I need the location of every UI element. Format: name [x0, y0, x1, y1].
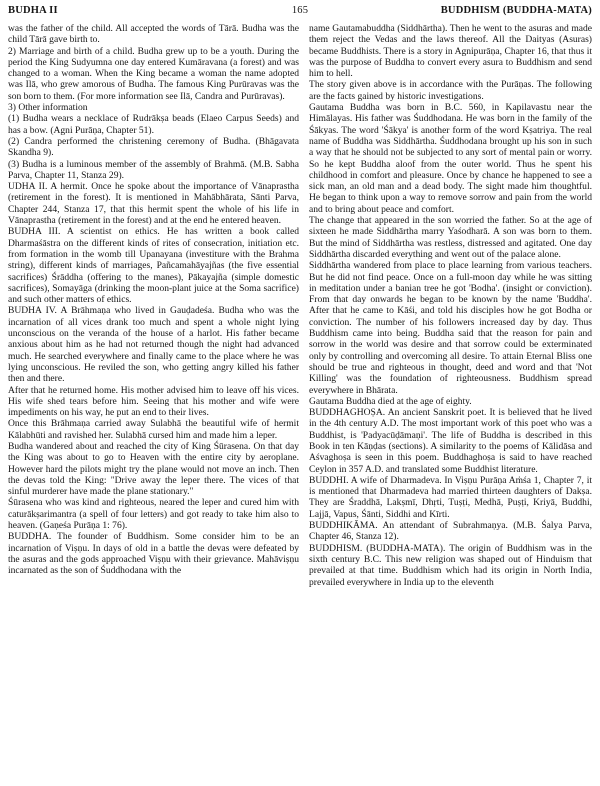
paragraph: (2) Candra performed the christening ceremony of Budha. (Bhāgavata Skandha 9). [8, 135, 299, 159]
paragraph: Śūrasena who was kind and righteous, neared the leper and cured him with caturākṣarimantra (a spell of four letters) and got ready to take him also to heaven. (Gaṇeśa Purāṇa 1: 76). [8, 497, 299, 532]
paragraph: 2) Marriage and birth of a child. Budha grew up to be a youth. During the period the King Sudyumna one day entered Kumāravana (a forest) and was changed to a woman. When the King became a woman the name adopted was Ilā, who grew amorous of Budha. The famous King Purūravas was the son born to them. (For more information see Ilā, Candra and Purūravas). [8, 45, 299, 102]
paragraph: (3) Budha is a luminous member of the assembly of Brahmā. (M.B. Sabha Parva, Chapter 11, Stanza 29). [8, 158, 299, 181]
paragraph: Siddhārtha wandered from place to place learning from various teachers. But he did not find peace. Once on a full-moon day while he was sitting in meditation under a banian tree he got 'Bodha'. (insight or conviction). From that day onwards he began to be known by the name 'Buddha'. After that he came to Kāśi, and told his disciples how he got Bodha or conviction. The number of his followers increased day by day. Thus Buddhism came into being. Buddha said that the reason for pain and sorrow in the world was desire and that sorrow could be exterminated only by controlling and overcoming all desire. To attain Eternal Bliss one should be true and righteous in thought, deed and word and that 'Not Killing' was the foundation of righteousness. Buddhism spread everywhere in Bhārata. [309, 260, 592, 396]
entry-paragraph: BUDHA IV. A Brāhmaṇa who lived in Gauḍadeśa. Budha who was the incarnation of all vices drank too much and spent a whole night lying unconscious on the veranda of the house of a harlot. His father became anxious about him as he had not returned though the night had advanced much. He searched everywhere and finally came to the place where he was lying unconscious. He reviled the son, who getting angry killed his father then and there. [8, 305, 299, 385]
entry-paragraph: BUDDHIKĀMA. An attendant of Subrahmaṇya. (M.B. Śalya Parva, Chapter 46, Stanza 12). [309, 520, 592, 543]
paragraph: 3) Other information [8, 102, 88, 114]
right-column [309, 23, 592, 781]
header-left-title: BUDHA II [8, 5, 58, 16]
entry-paragraph: BUDHA III. A scientist on ethics. He has written a book called Dharmaśāstra on the different kinds of rites of consecration, initiation etc. from formation in the womb till Upanayana (investiture with the Brahma string), different kinds of marriages, Pañcamahāyajñas (the five essential sacrifices) Śrāddha (offering to the manes), Pākayajña (simple domestic sacrifices), Somayāga (drinking the moon-plant juice at the Soma sacrifice) and such other matters of ethics. [8, 226, 299, 306]
running-header [8, 5, 592, 19]
entry-paragraph: BUDDHA. The founder of Buddhism. Some consider him to be an incarnation of Viṣṇu. In days of old in a battle the devas were defeated by the asuras and the gods approached Viṣṇu with their grievance. Mahāviṣṇu incarnated as the son of Śuddhodana with the [8, 531, 299, 577]
left-column [8, 23, 299, 781]
page-number: 165 [291, 5, 309, 16]
paragraph: Once this Brāhmaṇa carried away Sulabhā the beautiful wife of hermit Kālabhūti and ravished her. Sulabhā cursed him and made him a leper. [8, 418, 299, 441]
paragraph: After that he returned home. His mother advised him to leave off his vices. His wife shed tears before him. Seeing that his mother and wife were impediments on his way, he put an end to their lives. [8, 384, 299, 419]
entry-paragraph: BUDDHAGHOṢA. An ancient Sanskrit poet. It is believed that he lived in the 4th century A.D. The most important work of this poet who was a Buddhist, is 'Padyacūḍāmaṇi'. The life of Buddha is described in this Book in ten Kāṇḍas (sections). A similarity to the poems of Kālidāsa and Aśvaghoṣa is seen in this poem. Buddhaghoṣa is said to have reached Ceylon in 357 A.D. and translated some Buddhist literature. [309, 407, 592, 475]
paragraph: The change that appeared in the son worried the father. So at the age of sixteen he made Siddhārtha marry Yaśodharā. A son was born to them. But the mind of Siddhārtha was restless, distressed and agitated. One day Siddhārtha discarded everything and went out of the palace alone. [309, 215, 592, 260]
paragraph: Gautama Buddha died at the age of eighty. [309, 395, 472, 407]
header-right-title: BUDDHISM (BUDDHA-MATA) [440, 5, 592, 16]
paragraph: was the father of the child. All accepted the words of Tārā. Budha was the child Tārā gave birth to. [8, 23, 299, 46]
entry-paragraph: BUDDHI. A wife of Dharmadeva. In Viṣṇu Purāṇa Aṁśa 1, Chapter 7, it is mentioned that Dharmadeva had married thirteen daughters of Dakṣa. They are Śraddhā, Lakṣmī, Dhṛti, Tuṣṭi, Medhā, Puṣṭi, Kriyā, Buddhi, Lajjā, Vapus, Śānti, Siddhi and Kīrti. [309, 474, 592, 520]
entry-paragraph: UDHA II. A hermit. Once he spoke about the importance of Vānaprastha (retirement in the forest). It is mentioned in Mahābhārata, Sānti Parva, Chapter 244, Stanza 17, that this hermit spent the whole of his life in Vānaprastha (retirement in the forest) and at the end he entered heaven. [8, 181, 299, 227]
paragraph: Gautama Buddha was born in B.C. 560, in Kapilavastu near the Himālayas. His father was Śuddhodana. He was born in the family of the Śākyas. The word 'Śākya' is another form of the word Kṣatriya. The real name of Buddha was Siddhārtha. Śuddhodana brought up his son in such a way that he should not be subjected to any sort of mental pain or worry. So he kept Buddha aloof from the outer world. Thus he spent his childhood in comfort and pleasure. Once by chance he happened to see a sick man, an old man and a dead body. The sight made him thoughtful. He began to think upon a way to remove sorrow and pain from the world and to bring about peace and comfort. [309, 102, 592, 215]
entry-paragraph: BUDDHISM. (BUDDHA-MATA). The origin of Buddhism was in the sixth century B.C. This new religion was shaped out of Hinduism that prevailed at that time. Buddhism which had its origin in North India, prevailed everywhere in India up to the eleventh [309, 542, 592, 588]
paragraph: (1) Budha wears a necklace of Rudrākṣa beads (Elaeo Carpus Seeds) and has a bow. (Agni Purāṇa, Chapter 51). [8, 113, 299, 136]
paragraph: The story given above is in accordance with the Purāṇas. The following are the facts gained by historic investigations. [309, 79, 592, 102]
paragraph: name Gautamabuddha (Siddhārtha). Then he went to the asuras and made them reject the Vedas and the laws thereof. All the Daityas (Asuras) became Buddhists. There is a story in Agnipurāṇa, Chapter 16, that thus it was the purpose of Buddha to convert every asura to Buddhism and send him to hell. [309, 23, 592, 80]
paragraph: Budha wandered about and reached the city of King Śūrasena. On that day the King was about to go to Heaven with the entire city by aeroplane. However hard the pilots might try the plane would not move an inch. Then the devas told the King: "Drive away the leper there. The vices of that sinful murderer have made the plane stationary." [8, 440, 299, 498]
